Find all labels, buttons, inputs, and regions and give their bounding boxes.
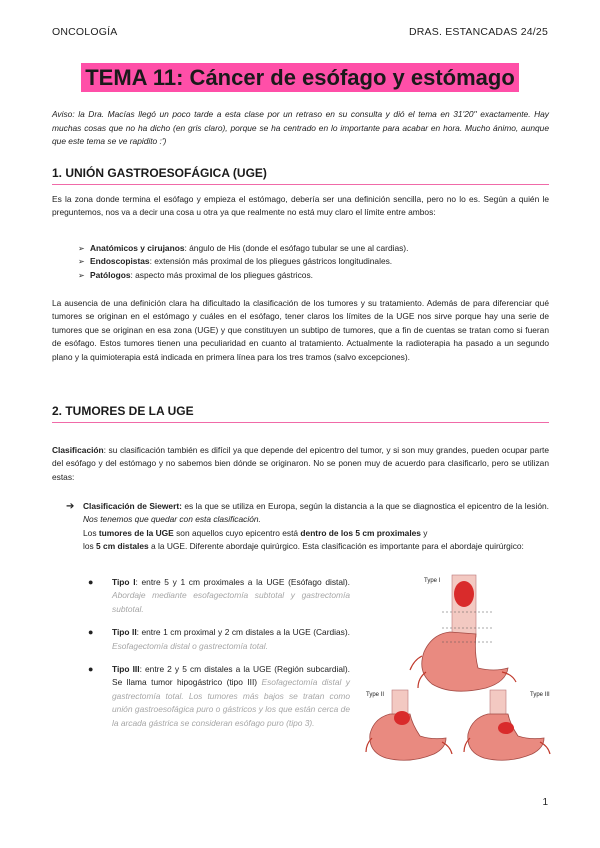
siewert-label: Clasificación de Siewert: (83, 501, 182, 511)
list-item (78, 242, 548, 255)
text-run: y (420, 527, 428, 538)
siewert-types-illustration (362, 572, 558, 768)
type-grey-note: Abordaje mediante esofagectomía subtotal y gastrectomía subtotal. (112, 590, 350, 614)
arrow-bullet-icon: ➢ (78, 257, 85, 267)
tumor-mark (498, 722, 514, 734)
type-text: : entre 2 y 5 cm distales a la UGE (Región subcardial). Se llama tumor hipogástrico (tipo III) (112, 664, 350, 688)
arrow-bullet-icon: ➢ (78, 244, 85, 253)
circle-bullet-icon: ● (88, 664, 94, 675)
type-text: : entre 1 cm proximal y 2 cm distales a la UGE (Cardias). (136, 627, 350, 638)
classification-paragraph (52, 444, 549, 484)
section-1-heading: 1. UNIÓN GASTROESOFÁGICA (UGE) (52, 166, 549, 185)
tumor-mark (394, 711, 410, 725)
siewert-definition (66, 527, 549, 540)
header-subject: ONCOLOGÍA (52, 26, 118, 38)
type-grey-note: Esofagectomía distal o gastrectomía total. (112, 640, 268, 651)
figure-label-type-3: Type III (530, 692, 550, 698)
siewert-description: es la que se utiliza en Europa, según la distancia a la que se diagnostica el epicentro de la lesión. (181, 501, 549, 511)
section-1-intro: Es la zona donde termina el esófago y empieza el estómago, debería ser una definición sencilla, pero no lo es. Según a quién le preguntemos, nos va a decir una cosa u otra ya que realmente no está muy claro el límite entre ambos: (52, 194, 549, 218)
text-run-bold: tumores de la UGE (98, 527, 174, 538)
text-run-bold: 5 cm distales (96, 541, 149, 552)
type-label: Tipo II (112, 627, 137, 638)
text-run-bold: dentro de los 5 cm proximales (300, 527, 421, 538)
bullet-label: Anatómicos y cirujanos (90, 243, 185, 253)
section-2-heading: 2. TUMORES DE LA UGE (52, 404, 549, 423)
siewert-row (66, 500, 549, 527)
list-item (78, 255, 548, 268)
bullet-label: Endoscopistas (90, 256, 150, 267)
figure-label-type-1: Type I (424, 578, 441, 584)
bullet-text: : extensión más proximal de los pliegues gástricos longitudinales. (149, 256, 393, 267)
text-run: a la UGE. Diferente abordaje quirúrgico. Esta clasificación es importante para el abordaje quirúrgico: (148, 541, 524, 552)
siewert-block (66, 500, 549, 554)
figure-label-type-2: Type II (366, 692, 385, 698)
list-item (78, 269, 548, 282)
circle-bullet-icon: ● (88, 577, 94, 587)
title-container (0, 63, 600, 92)
siewert-note: Nos tenemos que quedar con esta clasificación. (83, 514, 261, 525)
bullet-text: : aspecto más proximal de los pliegues gástricos. (130, 269, 313, 280)
type-label: Tipo III (112, 664, 140, 675)
list-item (88, 626, 350, 653)
classification-text: : su clasificación también es difícil ya que depende del epicentro del tumor, y si son muy grandes, pueden ocupar parte del esófago y del estómago y no sabemos bien dónde se originaron. No se ponen muy de acuerdo para clasificarlo, pero se utilizan estas: (52, 445, 549, 482)
section-1-closing: La ausencia de una definición clara ha dificultado la clasificación de los tumores y su tratamiento. Además de para diferenciar qué tumores se originan en el estómago y cuáles en el esófago, tener claros los límites de la UGE nos sirve porque hay una serie de tumores que se originan en esa zona (UGE) y que constituyen un subtipo de tumores, que a fin de cuentas se tratan como si fueran de esófago. Estos tumores tienen una peculiaridad en cuanto al tratamiento. Actualmente la radioterapia ha pasado a un segundo plano y la quimioterapia está indicada en primera línea para los tres tramos (salvo excepciones). (52, 298, 549, 362)
definition-list (78, 242, 548, 282)
header-authors: DRAS. ESTANCADAS 24/25 (408, 26, 548, 38)
siewert-types-list (88, 576, 350, 740)
siewert-text (83, 500, 549, 527)
list-item (88, 576, 350, 616)
bullet-text: : ángulo de His (donde el esófago tubular se une al cardias). (184, 243, 409, 253)
notice-paragraph: Aviso: la Dra. Macías llegó un poco tarde a esta clase por un retraso en su consulta y dió el tema en 31'20'' exactamente. Hay muchas cosas que no ha dicho (en gris claro), porque se ha centrado en lo importante para acabar en hora. Mucho ánimo, aunque que este tema se ve rapidito :') (52, 109, 549, 146)
circle-bullet-icon: ● (88, 627, 94, 638)
page-title: TEMA 11: Cáncer de esófago y estómago (81, 63, 519, 92)
type-grey-note: Esofagectomía distal y gastrectomía total. Los tumores más bajos se tratan como unión gastroesofágica puro o gástricos y los que están cerca de la arcada gástrica se consideran esófago puro (tipo 3). (112, 677, 350, 728)
list-item (88, 663, 350, 730)
text-run: son aquellos cuyo epicentro está (173, 527, 301, 538)
type-text: : entre 5 y 1 cm proximales a la UGE (Esófago distal). (135, 577, 350, 587)
text-run: los (83, 541, 97, 552)
siewert-definition-cont (66, 540, 549, 553)
classification-label: Clasificación (52, 445, 104, 455)
right-arrow-icon: ➔ (66, 501, 75, 512)
tumor-mark (454, 581, 474, 607)
page-number: 1 (542, 797, 548, 808)
type-label: Tipo I (112, 577, 136, 587)
bullet-label: Patólogos (90, 269, 131, 280)
arrow-bullet-icon: ➢ (78, 270, 85, 280)
text-run: Los (83, 527, 99, 538)
